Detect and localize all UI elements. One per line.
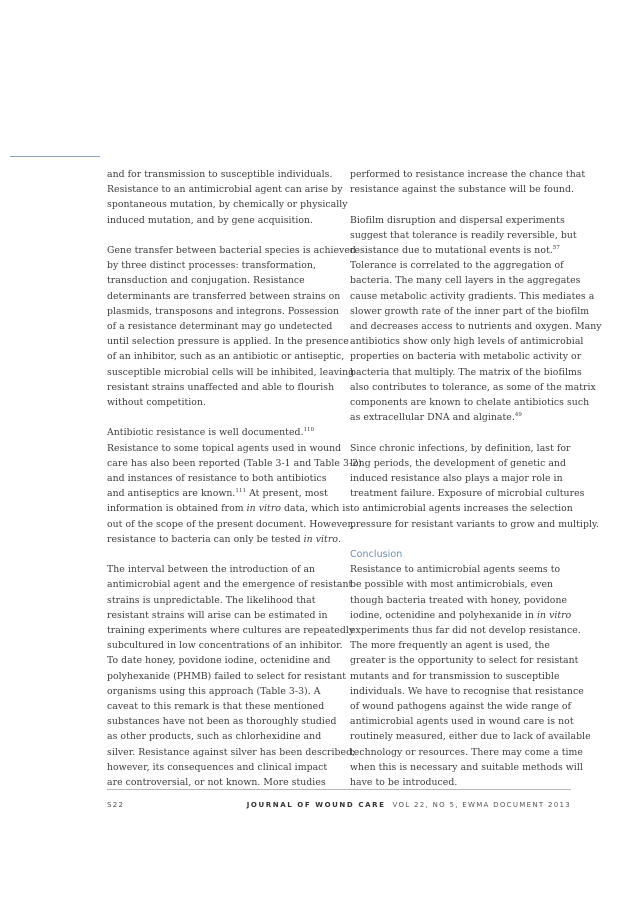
text-line: experiments thus far did not develop resistance. — [350, 625, 581, 637]
italic-term: in vitro — [537, 609, 572, 621]
text-line: bacteria. The many cell layers in the aggregates — [350, 275, 581, 287]
text-segment: Antibiotic resistance is well documented. — [107, 427, 304, 439]
text-line: Resistance to an antimicrobial agent can arise by — [107, 184, 343, 196]
section-conclusion — [350, 547, 591, 790]
text-line: spontaneous mutation, by chemically or physically — [107, 199, 348, 211]
text-line: until selection pressure is applied. In the presence — [107, 336, 349, 348]
text-line: substances have not been as thoroughly studied — [107, 716, 337, 728]
text-line: Resistance to antimicrobial agents seems to — [350, 564, 561, 576]
text-line — [107, 532, 341, 547]
text-line: resistant strains will arise can be estimated in — [107, 609, 328, 621]
text-segment: . — [337, 533, 341, 545]
text-line — [107, 486, 333, 501]
text-line: polyhexanide (PHMB) failed to select for resistant — [107, 670, 347, 682]
reference-marker: 111 — [235, 488, 247, 495]
text-line: performed to resistance increase the chance that — [350, 169, 586, 180]
text-line: antibiotics show only high levels of antimicrobial — [350, 336, 584, 348]
text-line: to antimicrobial agents increases the selection — [350, 503, 573, 515]
text-line: slower growth rate of the inner part of the biofilm — [350, 305, 590, 317]
text-line: suggest that tolerance is readily reversible, but — [350, 229, 577, 241]
text-line: technology or resources. There may come a time — [350, 746, 583, 758]
text-line: are controversial, or not known. More studies — [107, 777, 326, 789]
journal-citation — [247, 801, 571, 809]
text-line: of an inhibitor, such as an antibiotic or antiseptic, — [107, 351, 345, 363]
text-line: routinely measured, either due to lack of available — [350, 731, 591, 743]
text-line: components are known to chelate antibiotics such — [350, 397, 590, 409]
reference-marker: 110 — [303, 427, 315, 434]
text-line: mutants and for transmission to susceptible — [350, 670, 560, 682]
text-line: however, its consequences and clinical impact — [107, 761, 328, 773]
text-line: susceptible microbial cells will be inhibited, leaving — [107, 366, 355, 378]
text-line: training experiments where cultures are repeatedly — [107, 625, 355, 637]
text-segment: iodine, octenidine and polyhexanide in — [350, 609, 537, 621]
text-line: Tolerance is correlated to the aggregation of — [350, 260, 564, 272]
text-line — [350, 608, 576, 623]
journal-name: JOURNAL OF WOUND CARE — [246, 801, 386, 809]
text-line: have to be introduced. — [350, 777, 458, 789]
right-column — [350, 167, 602, 805]
text-line: strains is unpredictable. The likelihood that — [107, 594, 316, 606]
text-line: when this is necessary and suitable methods will — [350, 761, 583, 773]
text-line: To date honey, povidone iodine, octenidine and — [107, 655, 331, 667]
text-line: care has also been reported (Table 3-1 and Table 3-2) — [107, 457, 362, 469]
paragraph-chronic-infections — [350, 441, 600, 532]
paragraph-resistance-interval — [107, 562, 356, 790]
text-line: individuals. We have to recognise that resistance — [350, 685, 584, 697]
page-footer — [107, 801, 571, 813]
journal-issue-info: VOL 22, NO 5, EWMA DOCUMENT 2013 — [392, 801, 571, 809]
text-line: of wound pathogens against the wide range of — [350, 701, 572, 713]
text-line: Since chronic infections, by definition, last for — [350, 442, 571, 454]
text-line: antimicrobial agents used in wound care is not — [350, 716, 574, 728]
header-accent-rule — [10, 156, 100, 157]
footer-rule — [107, 789, 571, 790]
text-line: and decreases access to nutrients and oxygen. Many — [350, 321, 602, 333]
text-line: silver. Resistance against silver has been described; — [107, 746, 356, 758]
text-line: pressure for resistant variants to grow and multiply. — [350, 518, 600, 530]
text-line: organisms using this approach (Table 3-3). A — [107, 685, 321, 697]
text-line: subcultured in low concentrations of an inhibitor. — [107, 640, 343, 652]
text-line: greater is the opportunity to select for resistant — [350, 655, 579, 667]
left-column — [107, 167, 362, 805]
text-segment: data, which is — [280, 503, 351, 515]
text-segment: resistance to bacteria can only be tested — [107, 533, 304, 545]
text-line: The more frequently an agent is used, the — [350, 640, 550, 652]
text-line: plasmids, transposons and integrons. Possession — [107, 305, 340, 317]
text-line: caveat to this remark is that these mentioned — [107, 701, 325, 713]
text-line: antimicrobial agent and the emergence of resistant — [107, 579, 353, 591]
text-line: determinants are transferred between strains on — [107, 290, 341, 302]
text-line: treatment failure. Exposure of microbial cultures — [350, 488, 585, 500]
text-line: induced mutation, and by gene acquisition. — [107, 214, 314, 226]
text-line — [350, 243, 576, 258]
text-line: also contributes to tolerance, as some of the matrix — [350, 381, 596, 393]
text-line: bacteria that multiply. The matrix of the biofilms — [350, 366, 582, 378]
paragraph-transmission — [107, 167, 348, 228]
text-line: be possible with most antimicrobials, even — [350, 579, 554, 591]
text-line: The interval between the introduction of an — [107, 564, 316, 576]
text-line: induced resistance also plays a major role in — [350, 473, 563, 485]
text-line: properties on bacteria with metabolic activity or — [350, 351, 582, 363]
text-line — [107, 501, 351, 516]
text-line: and for transmission to susceptible individuals. — [107, 169, 333, 180]
text-line: as other products, such as chlorhexidine and — [107, 731, 322, 743]
text-segment: as extracellular DNA and alginate. — [350, 412, 515, 424]
text-segment: and antiseptics are known. — [107, 488, 236, 500]
text-line: and instances of resistance to both antibiotics — [107, 473, 327, 485]
text-line: resistance against the substance will be found. — [350, 184, 574, 196]
text-line: transduction and conjugation. Resistance — [107, 275, 305, 287]
paragraph-gene-transfer — [107, 243, 356, 410]
paragraph-antibiotic-resistance — [107, 425, 362, 547]
text-line: though bacteria treated with honey, povidone — [350, 594, 568, 606]
text-line: of a resistance determinant may go undetected — [107, 321, 333, 333]
italic-term: in vitro — [303, 533, 338, 545]
text-line: resistant strains unaffected and able to flourish — [107, 381, 335, 393]
text-line: out of the scope of the present document. However, — [107, 518, 354, 530]
text-segment: resistance due to mutational events is not. — [350, 245, 553, 256]
text-line: Biofilm disruption and dispersal experiments — [350, 214, 565, 226]
conclusion-heading: Conclusion — [350, 549, 403, 561]
reference-marker: 57 — [552, 244, 560, 251]
text-line — [350, 410, 576, 425]
reference-marker: 49 — [514, 412, 522, 419]
text-line: Gene transfer between bacterial species is achieved — [107, 245, 356, 256]
text-line: by three distinct processes: transformation, — [107, 260, 316, 272]
text-line: Resistance to some topical agents used in wound — [107, 442, 342, 454]
text-segment: At present, most — [246, 488, 328, 500]
paragraph-performed-studies — [350, 167, 586, 197]
text-line: without competition. — [107, 397, 206, 409]
text-line — [107, 425, 333, 440]
italic-term: in vitro — [246, 503, 281, 515]
text-line: long periods, the development of genetic and — [350, 457, 566, 469]
text-segment: information is obtained from — [107, 503, 247, 515]
text-line: cause metabolic activity gradients. This mediates a — [350, 290, 595, 302]
paragraph-biofilm — [350, 213, 602, 426]
page-number: S22 — [107, 801, 125, 809]
